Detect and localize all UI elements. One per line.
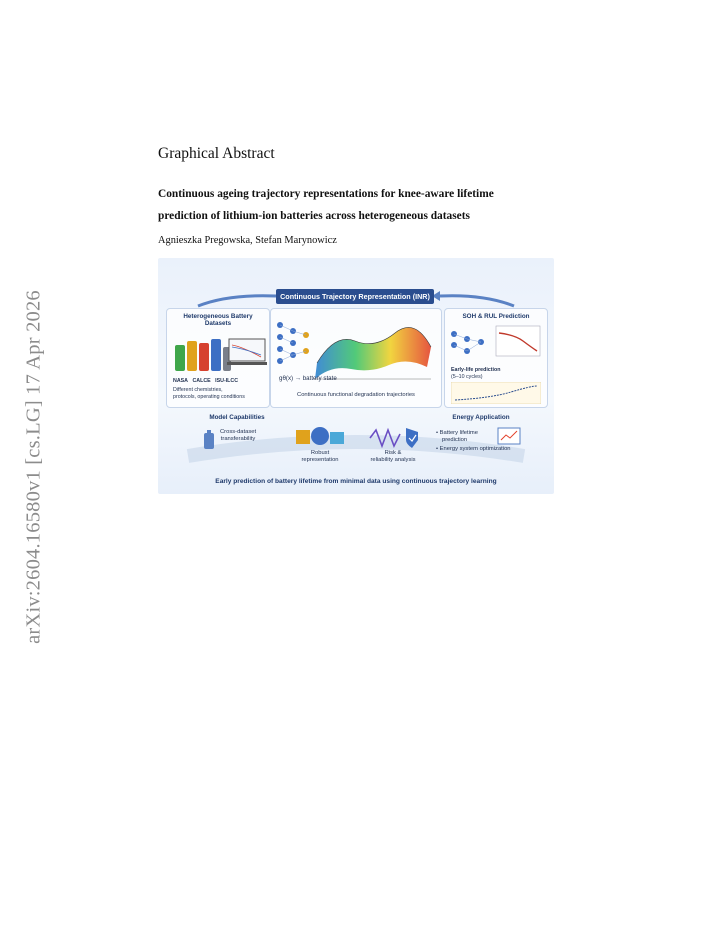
neural-network-icon (275, 317, 311, 367)
energy-bullet-1-line-1: • Battery lifetime (436, 430, 478, 436)
laptop-chart-icon (227, 337, 267, 369)
authors: Agnieszka Pregowska, Stefan Marynowicz (158, 235, 337, 246)
datasets-title-line-1: Heterogeneous Battery (183, 313, 253, 320)
paper-title (158, 183, 608, 227)
energy-bullet-2: • Energy system optimization (436, 446, 511, 452)
capability-transfer-line-2: transferability (220, 436, 256, 442)
dataset-list (173, 378, 238, 384)
early-life-chart-icon (451, 382, 541, 404)
capabilities-title: Model Capabilities (209, 414, 265, 421)
prediction-title: SOH & RUL Prediction (462, 313, 530, 320)
capability-robust (290, 450, 350, 464)
dashboard-icon (496, 426, 524, 448)
inr-formula: gθ(x) → battery state (279, 375, 337, 382)
battery-cells-icon (173, 333, 233, 373)
cubes-icon (294, 424, 346, 450)
capability-risk (358, 450, 428, 464)
inr-panel (270, 308, 442, 408)
inr-caption: Continuous functional degradation trajectories (297, 392, 415, 398)
title-line-1: Continuous ageing trajectory representations for knee-aware lifetime (158, 188, 494, 200)
capability-transfer (220, 429, 256, 443)
energy-title: Energy Application (452, 414, 510, 421)
energy-bullet-1-line-2: prediction (442, 437, 468, 443)
early-life-label (451, 367, 500, 381)
datasets-note-line-2: protocols, operating conditions (173, 394, 245, 400)
soh-curve-icon (495, 325, 541, 357)
capability-transfer-line-1: Cross-dataset (220, 429, 257, 435)
datasets-title (167, 313, 269, 327)
capability-robust-line-2: representation (301, 457, 339, 463)
arxiv-id: arXiv:2604.16580v1 [cs.LG] 17 Apr 2026 (22, 290, 45, 644)
battery-icon (202, 430, 216, 450)
section-heading: Graphical Abstract (158, 145, 275, 162)
figure-banner: Continuous Trajectory Representation (INR) (276, 289, 434, 304)
capability-risk-line-1: Risk & (384, 450, 402, 456)
prediction-panel (444, 308, 548, 408)
early-life-line-1: Early-life prediction (451, 367, 501, 373)
early-life-line-2: (5–10 cycles) (451, 374, 483, 380)
capability-robust-line-1: Robust (310, 450, 330, 456)
dataset-isu-ilcc: ISU-ILCC (215, 378, 239, 384)
dataset-nasa: NASA (173, 378, 189, 384)
capability-risk-line-2: reliability analysis (370, 457, 416, 463)
datasets-note-line-1: Different chemistries, (173, 387, 223, 393)
prediction-network-icon (449, 327, 493, 357)
datasets-note (173, 387, 245, 401)
shield-wave-icon (368, 426, 420, 450)
datasets-panel (166, 308, 270, 408)
figure-footer: Early prediction of battery lifetime from minimal data using continuous trajectory learning (215, 478, 497, 485)
graphical-abstract-figure (158, 258, 554, 494)
arxiv-sidebar-label (14, 262, 54, 672)
title-line-2: prediction of lithium-ion batteries across heterogeneous datasets (158, 210, 470, 222)
datasets-title-line-2: Datasets (204, 320, 232, 327)
dataset-calce: CALCE (192, 378, 211, 384)
